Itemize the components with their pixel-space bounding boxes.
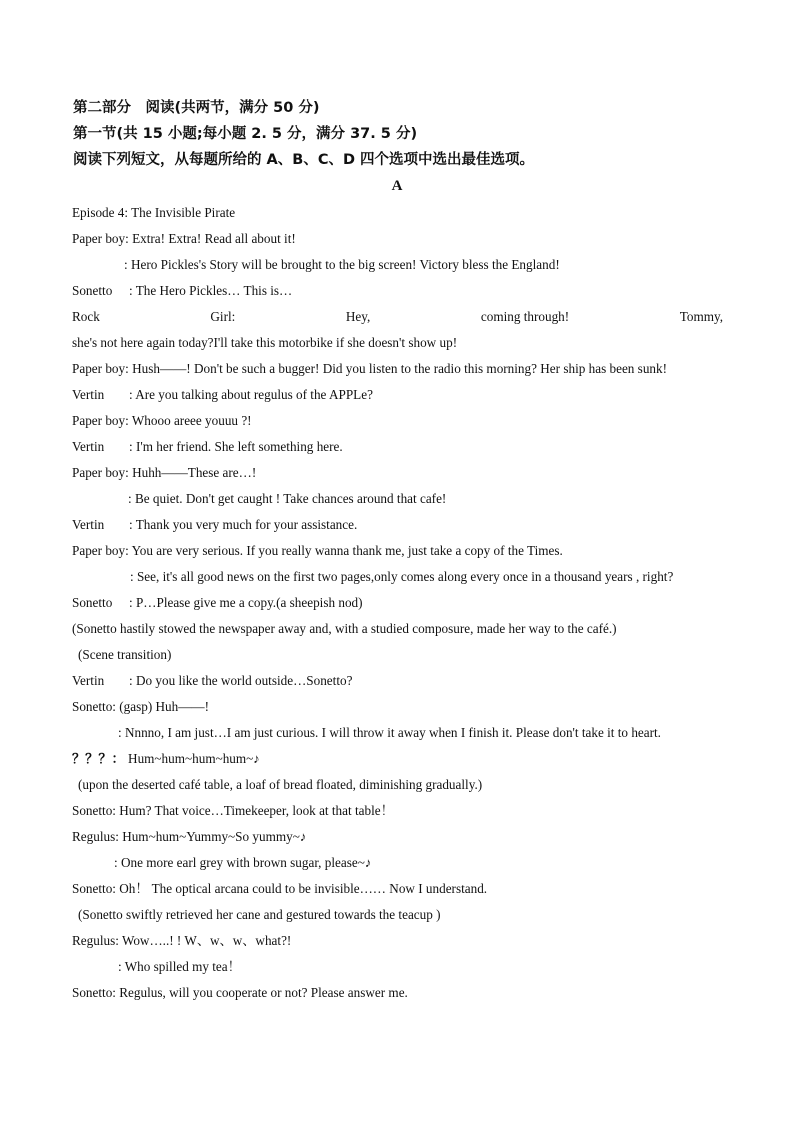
rock-girl-line [72,308,723,326]
dialogue-line [72,750,724,768]
part-heading: 第二部分 阅读(共两节，满分 50 分) [73,100,320,116]
dialogue-line [72,412,724,430]
dialogue-line [72,880,724,898]
dialogue-text: Hum? That voice…Timekeeper, look at that table！ [115,803,394,818]
dialogue-text: (Scene transition) [78,647,172,662]
passage-label: A [391,178,403,194]
instruction-text: 阅读下列短文，从每题所给的 A、B、C、D 四个选项中选出最佳选项。 [73,152,535,168]
dialogue-line [72,516,724,534]
speaker: Sonetto [72,595,113,610]
dialogue-text: she's not here again today?I'll take this motorbike if she doesn't show up! [72,335,458,350]
dialogue-line [72,386,724,404]
dialogue-text: Whooo areee youuu ?! [128,413,252,428]
dialogue-text: You are very serious. If you really wanna thank me, just take a copy of the Times. [128,543,563,558]
dialogue-text: coming through! [480,309,570,324]
stage-direction [78,646,730,664]
speaker: ？？？： [72,751,125,766]
dialogue-text: : The Hero Pickles… This is… [129,283,293,298]
speaker: Vertin [72,387,105,402]
dialogue-text: Wow…..! ! W、w、w、what?! [118,933,292,948]
dialogue-text: : See, it's all good news on the first two pages,only comes along every once in a thousand years , right? [130,569,674,584]
dialogue-text: Hum~hum~Yummy~So yummy~♪ [118,829,307,844]
dialogue-text: : P…Please give me a copy.(a sheepish nod) [129,595,363,610]
dialogue-text: Huhh——These are…! [128,465,257,480]
dialogue-text: Hum~hum~hum~hum~♪ [124,751,260,766]
dialogue-line [72,698,724,716]
dialogue-line [72,334,724,352]
dialogue-text: : I'm her friend. She left something here. [129,439,343,454]
stage-direction [72,620,724,638]
dialogue-text: Regulus, will you cooperate or not? Please answer me. [115,985,408,1000]
speaker: Sonetto: [72,985,116,1000]
dialogue-line [130,568,782,586]
dialogue-line [72,594,724,612]
dialogue-line [72,672,724,690]
dialogue-text: Extra! Extra! Read all about it! [128,231,296,246]
section-heading: 第一节(共 15 小题;每小题 2. 5 分，满分 37. 5 分) [73,126,418,142]
dialogue-line [114,854,766,872]
dialogue-text: (Sonetto hastily stowed the newspaper away and, with a studied composure, made her way to the café.) [72,621,617,636]
speaker: Sonetto: [72,881,116,896]
dialogue-line [72,438,724,456]
dialogue-text: : Who spilled my tea！ [118,959,241,974]
stage-direction [78,906,730,924]
speaker: Paper boy: [72,231,129,246]
dialogue-line [72,230,724,248]
stage-direction [78,776,730,794]
dialogue-line [72,464,724,482]
speaker: Vertin [72,439,105,454]
speaker: Sonetto: [72,699,116,714]
dialogue-text: : Hero Pickles's Story will be brought to the big screen! Victory bless the England! [124,257,560,272]
episode-title: Episode 4: The Invisible Pirate [72,205,236,220]
speaker: Sonetto: [72,803,116,818]
speaker: Paper boy: [72,361,129,376]
dialogue-text: : Are you talking about regulus of the APPLe? [129,387,373,402]
dialogue-text: : Do you like the world outside…Sonetto? [129,673,353,688]
dialogue-line [118,724,770,742]
speaker: Paper boy: [72,413,129,428]
speaker: Vertin [72,517,105,532]
dialogue-text: (gasp) Huh——! [115,699,209,714]
dialogue-line [72,828,724,846]
dialogue-text: Hey, [345,309,371,324]
dialogue-text: : One more earl grey with brown sugar, please~♪ [114,855,372,870]
dialogue-text: : Thank you very much for your assistance. [129,517,358,532]
dialogue-line [72,360,724,378]
speaker: Regulus: [72,829,119,844]
speaker: Vertin [72,673,105,688]
dialogue-text: Hush——! Don't be such a bugger! Did you listen to the radio this morning? Her ship has been sunk! [128,361,667,376]
dialogue-text: Oh！ The optical arcana could to be invisible…… Now I understand. [115,881,488,896]
dialogue-text: (Sonetto swiftly retrieved her cane and gestured towards the teacup ) [78,907,441,922]
dialogue-text: (upon the deserted café table, a loaf of bread floated, diminishing gradually.) [78,777,483,792]
speaker: Regulus: [72,933,119,948]
dialogue-line [118,958,770,976]
dialogue-text: : Be quiet. Don't get caught ! Take chances around that cafe! [128,491,447,506]
speaker: Sonetto [72,283,113,298]
dialogue-text: : Nnnno, I am just…I am just curious. I will throw it away when I finish it. Please don't take it to heart. [118,725,661,740]
speaker: Paper boy: [72,543,129,558]
dialogue-line [72,282,724,300]
dialogue-line [124,256,776,274]
dialogue-line [128,490,780,508]
dialogue-line [72,984,724,1002]
speaker: Paper boy: [72,465,129,480]
speaker: Girl: [210,309,236,324]
speaker: Rock [72,309,100,324]
dialogue-text: Tommy, [679,309,723,324]
dialogue-line [72,802,724,820]
dialogue-line [72,932,724,950]
dialogue-line [72,542,724,560]
